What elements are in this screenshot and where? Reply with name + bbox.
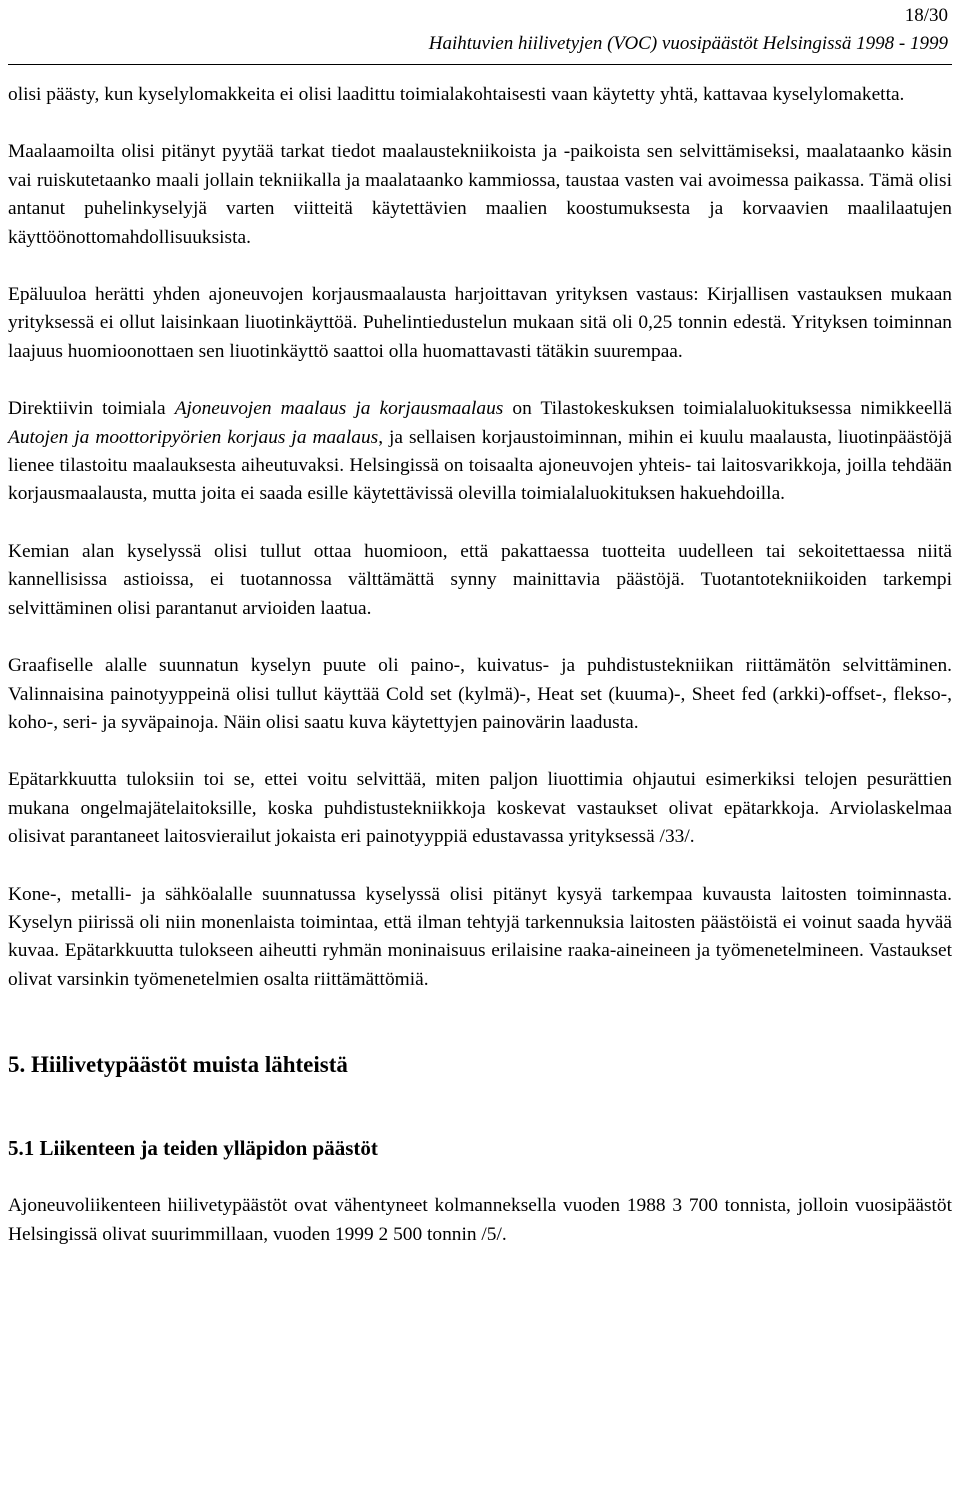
paragraph: Kemian alan kyselyssä olisi tullut ottaa huomioon, että pakattaessa tuotteita uudelleen tai sekoitettaessa niitä kannellisissa astioissa, ei tuotannossa välttämättä synny mainittavia päästöjä. Tuotantotekniikoiden tarkempi selvittäminen olisi parantanut arvioiden laatua. [8,540,952,619]
document-page [8,0,952,1249]
italic-term: Autojen ja moottoripyörien korjaus ja maalaus [8,426,379,448]
paragraph-text: , ja sellaisen korjaustoiminnan, mihin ei kuulu maalausta, liuotinpäästöjä lienee tilastoitu maalauksesta aiheutuvaksi. Helsingissä on toisaalta ajoneuvojen yhteis- tai laitosvarikkoja, joilla tehdään korjausmaalausta, mutta joita ei saada esille käytettävissä olevilla toimialaluokituksen hakuehdoilla. [8,426,953,505]
page-number: 18/30 [904,5,948,26]
paragraph: Graafiselle alalle suunnatun kyselyn puute oli paino-, kuivatus- ja puhdistustekniikan riittämätön selvittäminen. Valinnaisina painotyyppeinä olisi tullut käyttää Cold set (kylmä)-, Heat set (kuuma)-, Sheet fed (arkki)-offset-, flekso-, koho-, seri- ja syväpainoja. Näin olisi saatu kuva käytettyjen painovärin laadusta. [8,655,952,733]
italic-term: Ajoneuvojen maalaus ja korjausmaalaus [174,398,504,420]
paragraph-text: on Tilastokeskuksen toimialaluokituksessa nimikkeellä [503,398,953,420]
running-title: Haihtuvien hiilivetyjen (VOC) vuosipäästöt Helsingissä 1998 - 1999 [428,33,948,54]
subsection-heading: 5.1 Liikenteen ja teiden ylläpidon päästöt [8,1136,378,1161]
body-text [8,81,952,1249]
page-header [8,4,952,56]
paragraph [8,395,952,509]
section-heading: 5. Hiilivetypäästöt muista lähteistä [8,1052,348,1078]
paragraph: Ajoneuvoliikenteen hiilivetypäästöt ovat vähentyneet kolmanneksella vuoden 1988 3 700 tonnista, jolloin vuosipäästöt Helsingissä olivat suurimmillaan, vuoden 1999 2 500 tonnin /5/. [8,1195,952,1245]
paragraph: Maalaamoilta olisi pitänyt pyytää tarkat tiedot maalaustekniikoista ja -paikoista sen selvittämiseksi, maalataanko käsin vai ruiskutetaanko maali jollain tekniikalla ja maalataanko kammiossa, taustaa vasten vai avoimessa paikassa. Tämä olisi antanut puhelinkyselyjä varten viitteitä käytettävien maalien koostumuksesta ja korvaavien maalilaatujen käyttöönottomahdollisuuksista. [8,141,952,248]
paragraph-text: Direktiivin toimiala [8,398,175,420]
paragraph: Kone-, metalli- ja sähköalalle suunnatussa kyselyssä olisi pitänyt kysyä tarkempaa kuvausta laitosten toiminnasta. Kyselyn piirissä oli niin monenlaista toimintaa, että ilman tehtyjä tarkennuksia laitosten päästöistä ei voinut saada hyvää kuvaa. Epätarkkuutta tulokseen aiheutti ryhmän moninaisuus erilaisine raaka-aineineen ja työmenetelmineen. Vastaukset olivat varsinkin työmenetelmien osalta riittämättömiä. [8,883,952,990]
paragraph: olisi päästy, kun kyselylomakkeita ei olisi laadittu toimialakohtaisesti vaan käytetty yhtä, kattavaa kyselylomaketta. [8,84,905,105]
header-rule [8,64,952,65]
paragraph: Epäluuloa herätti yhden ajoneuvojen korjausmaalausta harjoittavan yrityksen vastaus: Kirjallisen vastauksen mukaan yrityksessä ei ollut laisinkaan liuotinkäyttöä. Puhelintiedustelun mukaan sitä oli 0,25 tonnin edestä. Yrityksen toiminnan laajuus huomioonottaen sen liuotinkäyttö saattoi olla huomattavasti tätäkin suurempaa. [8,284,952,362]
paragraph: Epätarkkuutta tuloksiin toi se, ettei voitu selvittää, miten paljon liuottimia ohjautui esimerkiksi telojen pesurättien mukana ongelmajätelaitoksille, koska puhdistustekniikkoja koskevat vastaukset olivat epätarkkoja. Arviolaskelmaa olisivat parantaneet laitosvierailut jokaista eri painotyyppiä edustavassa yrityksessä /33/. [8,769,952,848]
